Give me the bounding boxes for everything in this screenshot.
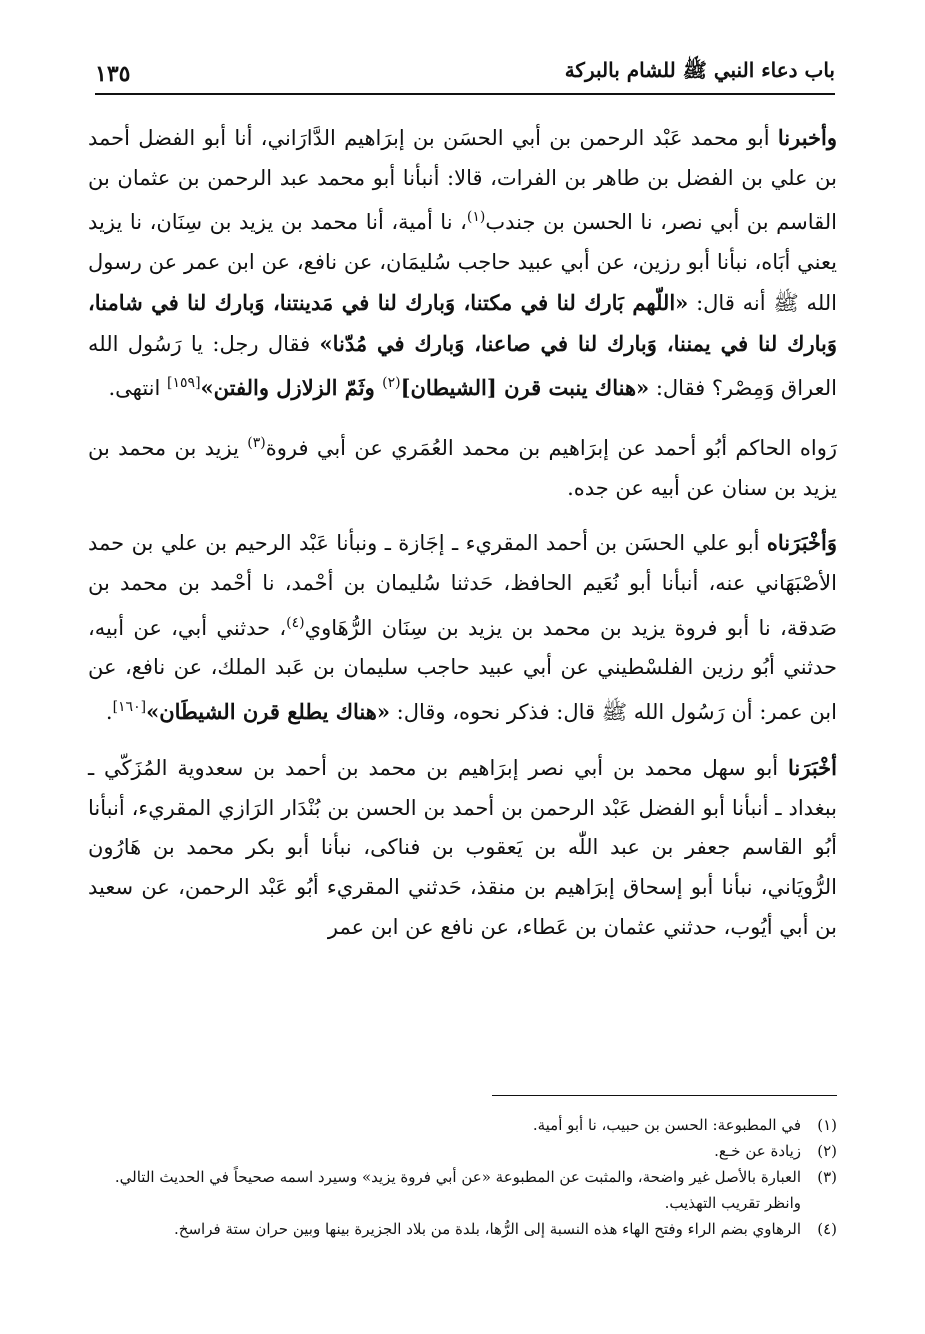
paragraph-3 (88, 523, 837, 733)
paragraph-4 (88, 748, 837, 948)
footnote-divider (492, 1095, 837, 1096)
isnad-lead: أخْبَرَنا (788, 754, 837, 780)
footnote-text: زيادة عن خـع. (714, 1142, 801, 1160)
isnad-lead: وَأخْبَرَناه (766, 530, 837, 556)
footnote-number: (٢) (817, 1142, 837, 1160)
footnote-item (88, 1138, 837, 1164)
footnote-ref: (٢) (382, 375, 401, 392)
isnad-text: أبو علي الحسَن بن أحمد المقريء ـ إجَازة ـ ونبأنا عَبْد الرحيم بن علي بن حمد الأصْبَهَاني عنه، أنبأنا أبو نُعَيم الحافظ، حَدثنا سُليمان بن أحْمد، نا أحْمد بن محمد بن صَدقة، نا أبو فروة يزيد بن محمد بن يزيد بن سِنَان الرُّهَاوي (88, 531, 837, 640)
isnad-text: ، حدثني أبي، عن أبيه، حدثني أبُو رزين الفلسْطيني عن أبي عبيد حاجب سليمان بن عَبد الملك، عن نافع، عن ابن عمر: أن رَسُول الله ﷺ قال: فذكر نحوه، وقال: (88, 615, 837, 725)
footnote-number: (٤) (817, 1220, 837, 1238)
hadith-quote: «هناك ينبت قرن [الشيطان] (400, 375, 650, 401)
hadith-quote: «هناك يطلع قرن الشيطَان» (146, 699, 390, 725)
hadith-number: [١٥٩] (167, 375, 201, 392)
page-number: ١٣٥ (95, 61, 131, 87)
footnote-item (88, 1164, 837, 1216)
footnote-text: في المطبوعة: الحسن بن حبيب، نا أبو أمية. (532, 1116, 801, 1134)
footnote-item (88, 1112, 837, 1138)
hadith-number: [١٦٠] (112, 699, 147, 716)
footnote-text: الرهاوي بضم الراء وفتح الهاء هذه النسبة إلى الرُّها، بلدة من بلاد الجزيرة بينها وبين حران ستة فراسخ. (174, 1220, 801, 1238)
paragraph-1 (88, 118, 837, 409)
closing-text: انتهى. (108, 376, 168, 401)
footnotes (88, 1095, 837, 1242)
running-header (95, 55, 835, 95)
footnote-ref: (٤) (286, 614, 305, 631)
chapter-title: باب دعاء النبي ﷺ للشام بالبركة (564, 58, 835, 82)
isnad-lead: وأخبرنا (777, 125, 837, 150)
footnote-ref: (١) (466, 209, 486, 226)
narration-text: رَواه الحاكم أبُو أحمد عن إبرَاهيم بن محمد العُمَري عن أبي فروة (265, 435, 837, 460)
footnote-number: (١) (817, 1116, 837, 1134)
footnote-number: (٣) (817, 1168, 837, 1186)
closing-text: . (105, 700, 113, 725)
isnad-text: ، نا أمية، أنا محمد بن يزيد بن سِنَان، نا يزيد يعني أبَاه، نبأنا أبو رزين، عن أبي عبيد حاجب سُليمَان، عن نافع، عن ابن عمر عن رسول الله ﷺ أنه قال: (88, 210, 837, 315)
footnote-item (88, 1216, 837, 1242)
footnote-ref: (٣) (247, 434, 266, 451)
paragraph-2 (88, 424, 837, 508)
narration-text: يزيد بن محمد بن يزيد بن سنان عن أبيه عن جده. (88, 435, 837, 500)
hadith-quote: وثَمّ الزلازل والفتن» (200, 375, 383, 401)
main-text (88, 118, 837, 947)
isnad-text: أبو سهل محمد بن أبي نصر إبرَاهيم بن محمد بن أحمد بن سعدوية المُزَكّي ـ ببغداد ـ أنبأنا أبو الفضل عَبْد الرحمن بن أحمد بن الحسن بن بُنْدَار الرَازي المقريء، أنبأنا أبُو القاسم جعفر بن عبد اللّٰه بن يَعقوب بن فناكى، نبأنا أبو بكر محمد بن هَارُون الرُّويَاني، نبأنا أبو إسحاق إبرَاهيم بن منقذ، حَدثني المقريء أبُو عَبْد الرحمن، عن سعيد بن أبي أيُوب، حدثني عثمان بن عَطاء، عن نافع عن ابن عمر (88, 755, 838, 939)
footnote-text: العبارة بالأصل غير واضحة، والمثبت عن المطبوعة «عن أبي فروة يزيد» وسيرد اسمه صحيحاً في الحديث التالي. وانظر تقريب التهذيب. (114, 1168, 801, 1212)
narration-text: فقال رجل: يا رَسُول الله العراق وَمِصْر؟ فقال: (88, 331, 837, 401)
isnad-text: أبو محمد عَبْد الرحمن بن أبي الحسَن بن إبرَاهيم الدَّارَاني، أنا أبو الفضل أحمد بن علي بن الفضل بن طاهر بن الفرات، قالا: أنبأنا أبو محمد عبد الرحمن بن عثمان بن القاسم بن أبي نصر، نا الحسن بن جندب (88, 126, 837, 235)
hadith-quote: «اللّهم بَارك لنا في مكتنا، وَبارك لنا في مَدينتنا، وَبارك لنا في شامنا، وَبارك لنا في يمننا، وَبارك لنا في صاعنا، وَبارك في مُدّنا» (88, 289, 837, 356)
